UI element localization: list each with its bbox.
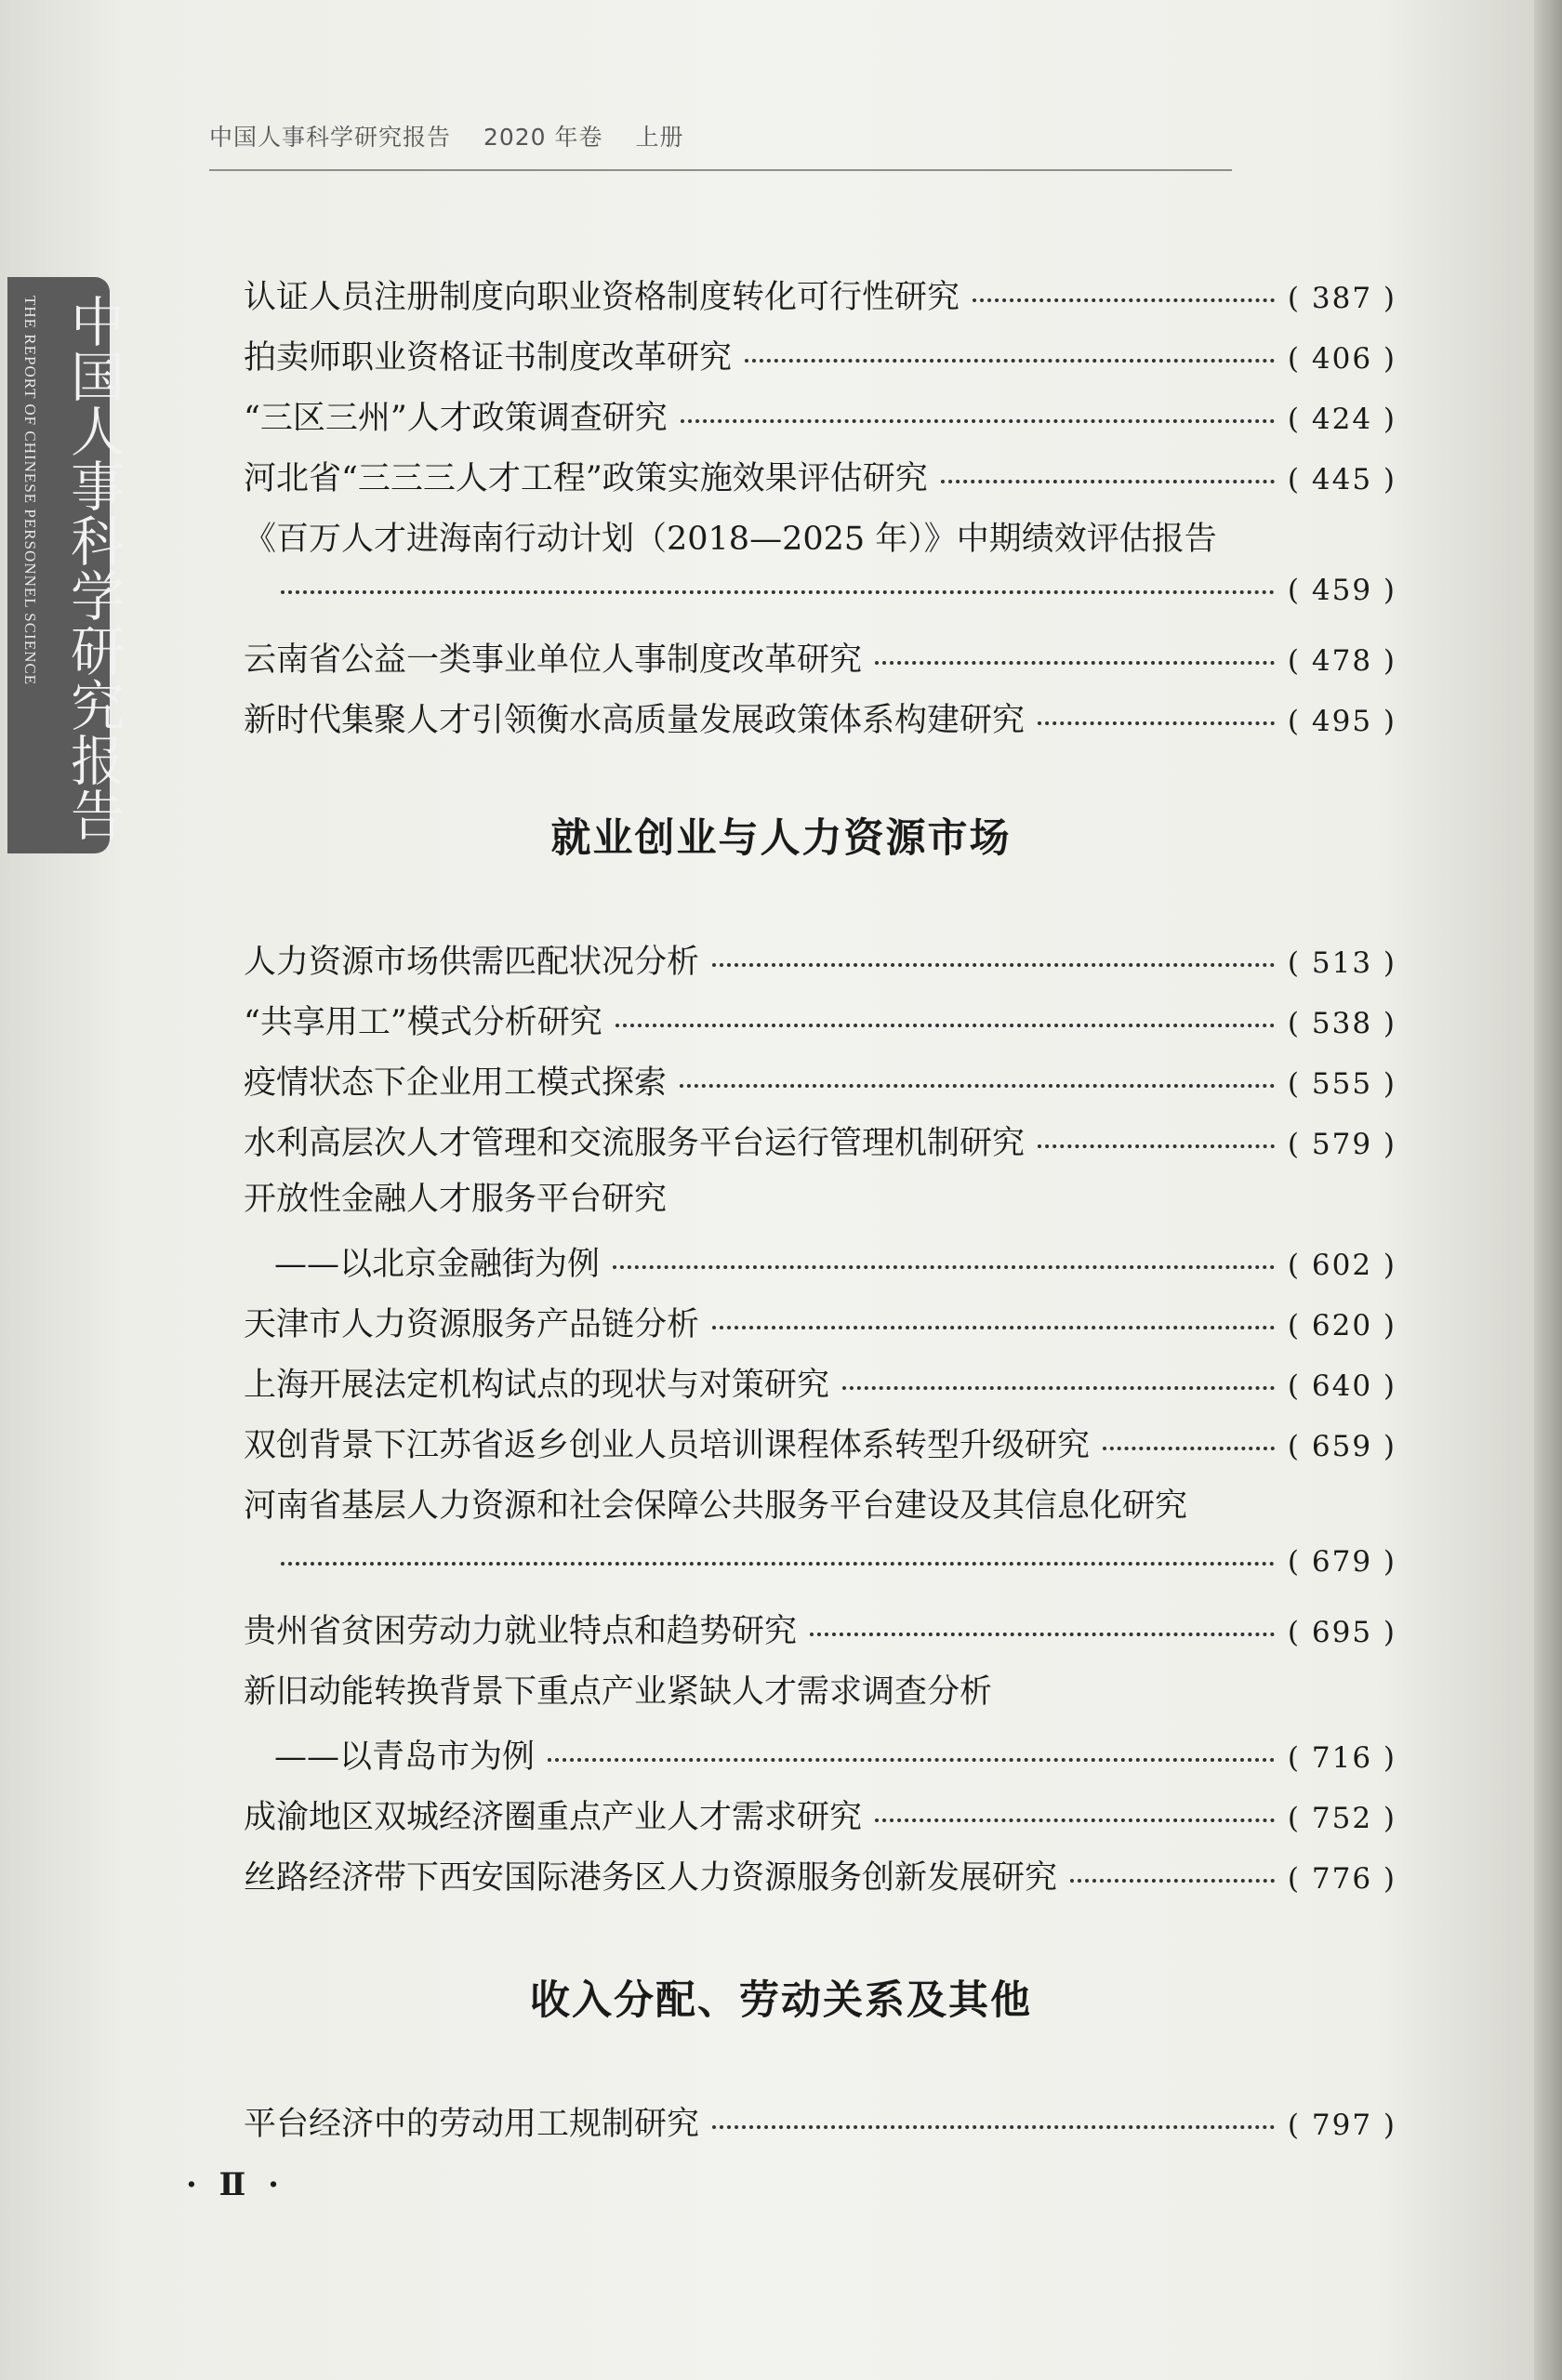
leader-dots	[281, 590, 1275, 594]
toc-entry-page: ( 495 )	[1287, 705, 1397, 738]
toc-entry[interactable]	[244, 332, 1397, 378]
toc-entry-page: ( 513 )	[1287, 946, 1397, 980]
section-heading-income: 收入分配、劳动关系及其他	[530, 1977, 1032, 2024]
toc-entry-title[interactable]: 开放性金融人才服务平台研究	[244, 1181, 668, 1218]
leader-dots	[680, 1084, 1275, 1088]
toc-entry-title: 天津市人力资源服务产品链分析	[244, 1306, 700, 1343]
toc-entry-title: 平台经济中的劳动用工规制研究	[244, 2106, 700, 2143]
toc-entry[interactable]	[244, 694, 1397, 741]
toc-entry-page: ( 776 )	[1287, 1862, 1397, 1896]
toc-entry-subtitle: ——以青岛市为例	[274, 1739, 536, 1776]
toc-entry-page: ( 555 )	[1287, 1067, 1397, 1101]
leader-dots	[875, 661, 1275, 665]
toc-entry-title[interactable]: 河南省基层人力资源和社会保障公共服务平台建设及其信息化研究	[244, 1488, 1188, 1525]
toc-entry-page: ( 424 )	[1287, 403, 1397, 436]
leader-dots	[712, 1326, 1275, 1329]
toc-entry[interactable]	[244, 392, 1397, 439]
toc-entry-title: 成渝地区双城经济圈重点产业人才需求研究	[244, 1799, 863, 1836]
leader-dots	[973, 298, 1275, 302]
toc-entry[interactable]	[244, 634, 1397, 681]
toc-entry[interactable]	[244, 1420, 1397, 1466]
toc-entry[interactable]	[281, 1545, 1397, 1592]
toc-entry-page: ( 797 )	[1287, 2109, 1397, 2142]
toc-entry-title: 新时代集聚人才引领衡水高质量发展政策体系构建研究	[244, 702, 1026, 739]
leader-dots	[548, 1758, 1275, 1762]
header-volume: 上册	[635, 124, 684, 151]
toc-entry-page: ( 406 )	[1287, 342, 1397, 376]
toc-entry-title[interactable]: 新旧动能转换背景下重点产业紧缺人才需求调查分析	[244, 1673, 993, 1711]
header-year: 2020 年卷	[483, 124, 603, 151]
leader-dots	[281, 1562, 1275, 1566]
toc-entry-page: ( 620 )	[1287, 1309, 1397, 1342]
toc-entry-page: ( 602 )	[1287, 1249, 1397, 1282]
leader-dots	[842, 1386, 1275, 1390]
toc-entry-page: ( 579 )	[1287, 1128, 1397, 1161]
side-tab-subtitle: THE REPORT OF CHINESE PERSONNEL SCIENCE	[21, 296, 39, 686]
toc-entry[interactable]	[244, 453, 1397, 499]
leader-dots	[745, 359, 1275, 363]
leader-dots	[681, 419, 1275, 423]
toc-entry[interactable]	[244, 1852, 1397, 1898]
toc-entry-title: “三区三州”人才政策调查研究	[244, 400, 668, 437]
toc-entry-page: ( 679 )	[1287, 1545, 1397, 1579]
leader-dots	[616, 1024, 1275, 1027]
toc-entry-title: 双创背景下江苏省返乡创业人员培训课程体系转型升级研究	[244, 1427, 1091, 1464]
side-tab-title: 中国人事科学研究报告	[61, 294, 125, 842]
page-number: · Ⅱ ·	[186, 2166, 285, 2203]
leader-dots	[941, 480, 1275, 483]
toc-entry-title: 云南省公益一类事业单位人事制度改革研究	[244, 641, 863, 679]
toc-entry[interactable]	[244, 1057, 1397, 1104]
toc-entry-page: ( 387 )	[1287, 282, 1397, 315]
toc-entry-title: “共享用工”模式分析研究	[244, 1004, 602, 1041]
toc-entry[interactable]	[244, 997, 1397, 1043]
leader-dots	[810, 1633, 1275, 1636]
leader-dots	[1038, 721, 1275, 725]
toc-entry-title[interactable]: 《百万人才进海南行动计划（2018—2025 年）》中期绩效评估报告	[244, 521, 1217, 558]
toc-entry-title: 拍卖师职业资格证书制度改革研究	[244, 339, 733, 377]
toc-entry-title: 丝路经济带下西安国际港务区人力资源服务创新发展研究	[244, 1859, 1058, 1897]
toc-entry-page: ( 695 )	[1287, 1616, 1397, 1649]
toc-entry-title: 贵州省贫困劳动力就业特点和趋势研究	[244, 1613, 798, 1650]
toc-entry-page: ( 459 )	[1287, 574, 1397, 607]
toc-entry[interactable]	[244, 1359, 1397, 1406]
leader-dots	[613, 1265, 1275, 1269]
header-series: 中国人事科学研究报告	[209, 124, 452, 151]
leader-dots	[875, 1818, 1275, 1822]
toc-entry[interactable]	[281, 574, 1397, 620]
leader-dots	[712, 2125, 1275, 2129]
leader-dots	[1070, 1879, 1275, 1883]
toc-entry-title: 河北省“三三三人才工程”政策实施效果评估研究	[244, 460, 928, 497]
toc-entry[interactable]	[274, 1731, 1397, 1778]
toc-entry-page: ( 538 )	[1287, 1007, 1397, 1040]
toc-entry-title: 水利高层次人才管理和交流服务平台运行管理机制研究	[244, 1125, 1026, 1162]
leader-dots	[1038, 1144, 1275, 1148]
leader-dots	[712, 963, 1275, 967]
toc-entry-page: ( 716 )	[1287, 1741, 1397, 1775]
toc-entry-page: ( 752 )	[1287, 1802, 1397, 1835]
toc-entry[interactable]	[244, 936, 1397, 983]
toc-entry[interactable]	[244, 1792, 1397, 1838]
section-heading-employment: 就业创业与人力资源市场	[550, 815, 1012, 862]
toc-entry-title: 认证人员注册制度向职业资格制度转化可行性研究	[244, 279, 960, 316]
toc-entry-title: 疫情状态下企业用工模式探索	[244, 1064, 668, 1102]
toc-entry[interactable]	[274, 1238, 1397, 1285]
toc-entry-title: 上海开展法定机构试点的现状与对策研究	[244, 1367, 830, 1404]
toc-entry-page: ( 659 )	[1287, 1430, 1397, 1463]
toc-entry[interactable]	[244, 2098, 1397, 2145]
toc-entry-title: 人力资源市场供需匹配状况分析	[244, 944, 700, 981]
toc-entry[interactable]	[244, 1117, 1397, 1164]
toc-entry[interactable]	[244, 1299, 1397, 1345]
toc-entry-subtitle: ——以北京金融街为例	[274, 1246, 601, 1283]
toc-entry-page: ( 640 )	[1287, 1369, 1397, 1403]
toc-entry[interactable]	[244, 271, 1397, 318]
toc-entry[interactable]	[244, 1606, 1397, 1652]
toc-entry-page: ( 445 )	[1287, 463, 1397, 496]
toc-entry-page: ( 478 )	[1287, 644, 1397, 678]
leader-dots	[1103, 1447, 1275, 1450]
